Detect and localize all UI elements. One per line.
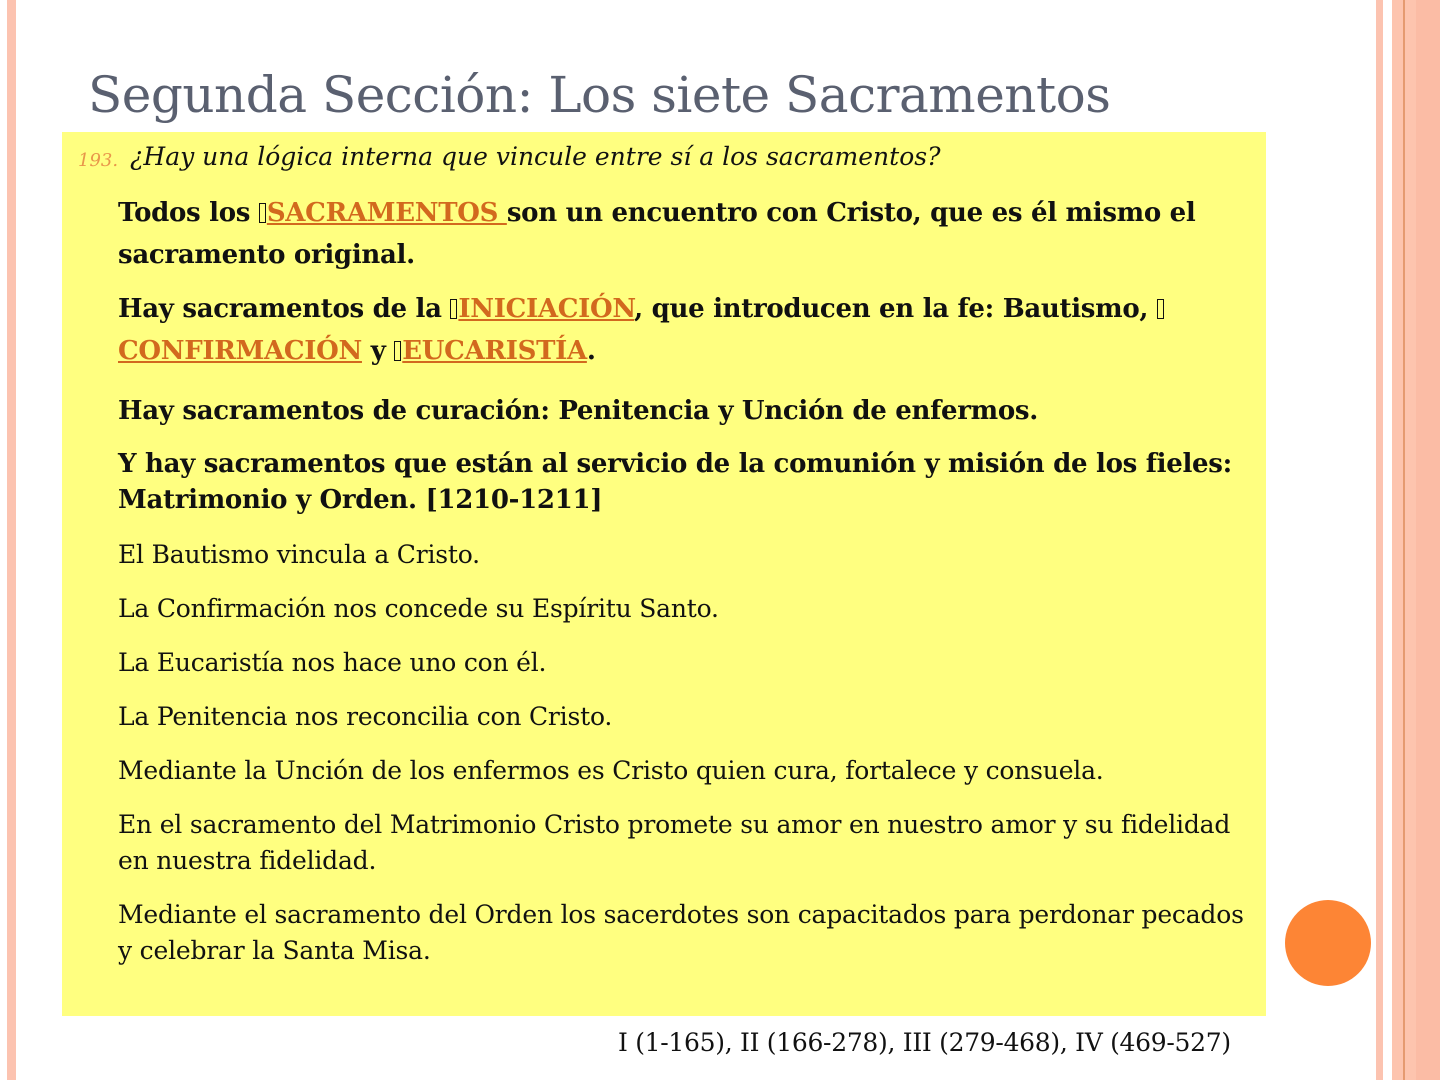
missing-glyph-icon bbox=[1157, 299, 1164, 319]
right-decorative-stripe-thin bbox=[1376, 0, 1383, 1080]
text-segment: , que introducen en la fe: Bautismo, bbox=[634, 294, 1157, 324]
link-eucaristia[interactable]: EUCARISTÍA bbox=[402, 336, 587, 366]
text-segment: . bbox=[586, 336, 596, 366]
paragraph-uncion: Mediante la Unción de los enfermos es Cristo quien cura, fortalece y consuela. bbox=[118, 756, 1104, 785]
footer-section-ranges: I (1-165), II (166-278), III (279-468), IV (469-527) bbox=[618, 1028, 1231, 1057]
left-decorative-stripe bbox=[7, 0, 16, 1080]
question-number: 193. bbox=[78, 150, 119, 171]
link-confirmacion[interactable]: CONFIRMACIÓN bbox=[118, 336, 362, 366]
paragraph-iniciacion bbox=[118, 288, 1258, 372]
missing-glyph-icon bbox=[450, 299, 457, 319]
paragraph-bautismo: El Bautismo vincula a Cristo. bbox=[118, 540, 480, 569]
paragraph-curacion: Hay sacramentos de curación: Penitencia y Unción de enfermos. bbox=[118, 396, 1038, 426]
paragraph-penitencia: La Penitencia nos reconcilia con Cristo. bbox=[118, 702, 613, 731]
missing-glyph-icon bbox=[394, 341, 401, 361]
paragraph-orden: Mediante el sacramento del Orden los sacerdotes son capacitados para perdonar pecados y celebrar la Santa Misa. bbox=[118, 900, 1244, 965]
text-segment: Hay sacramentos de la bbox=[118, 294, 451, 324]
slide-title: Segunda Sección: Los siete Sacramentos bbox=[88, 66, 1111, 124]
orange-circle-decoration bbox=[1285, 900, 1371, 986]
text-segment: Todos los bbox=[118, 198, 259, 228]
paragraph-sacramentos bbox=[118, 192, 1258, 276]
right-decorative-stripe-line bbox=[1403, 0, 1405, 1080]
text-segment: y bbox=[361, 336, 395, 366]
right-decorative-stripe-shade bbox=[1416, 0, 1440, 1080]
paragraph-eucaristia: La Eucaristía nos hace uno con él. bbox=[118, 648, 547, 677]
link-iniciacion[interactable]: INICIACIÓN bbox=[458, 294, 635, 324]
text-segment: son un encuentro con Cristo, que es él mismo el sacramento original. bbox=[118, 198, 1196, 270]
paragraph-matrimonio: En el sacramento del Matrimonio Cristo promete su amor en nuestro amor y su fidelidad en nuestra fidelidad. bbox=[118, 810, 1231, 875]
paragraph-confirmacion: La Confirmación nos concede su Espíritu Santo. bbox=[118, 594, 719, 623]
link-sacramentos[interactable]: SACRAMENTOS bbox=[266, 198, 507, 228]
paragraph-comunion: Y hay sacramentos que están al servicio de la comunión y misión de los fieles: Matrimonio y Orden. [1210-1211] bbox=[118, 449, 1232, 515]
question-text: ¿Hay una lógica interna que vincule entre sí a los sacramentos? bbox=[130, 142, 941, 171]
missing-glyph-icon bbox=[259, 203, 266, 223]
